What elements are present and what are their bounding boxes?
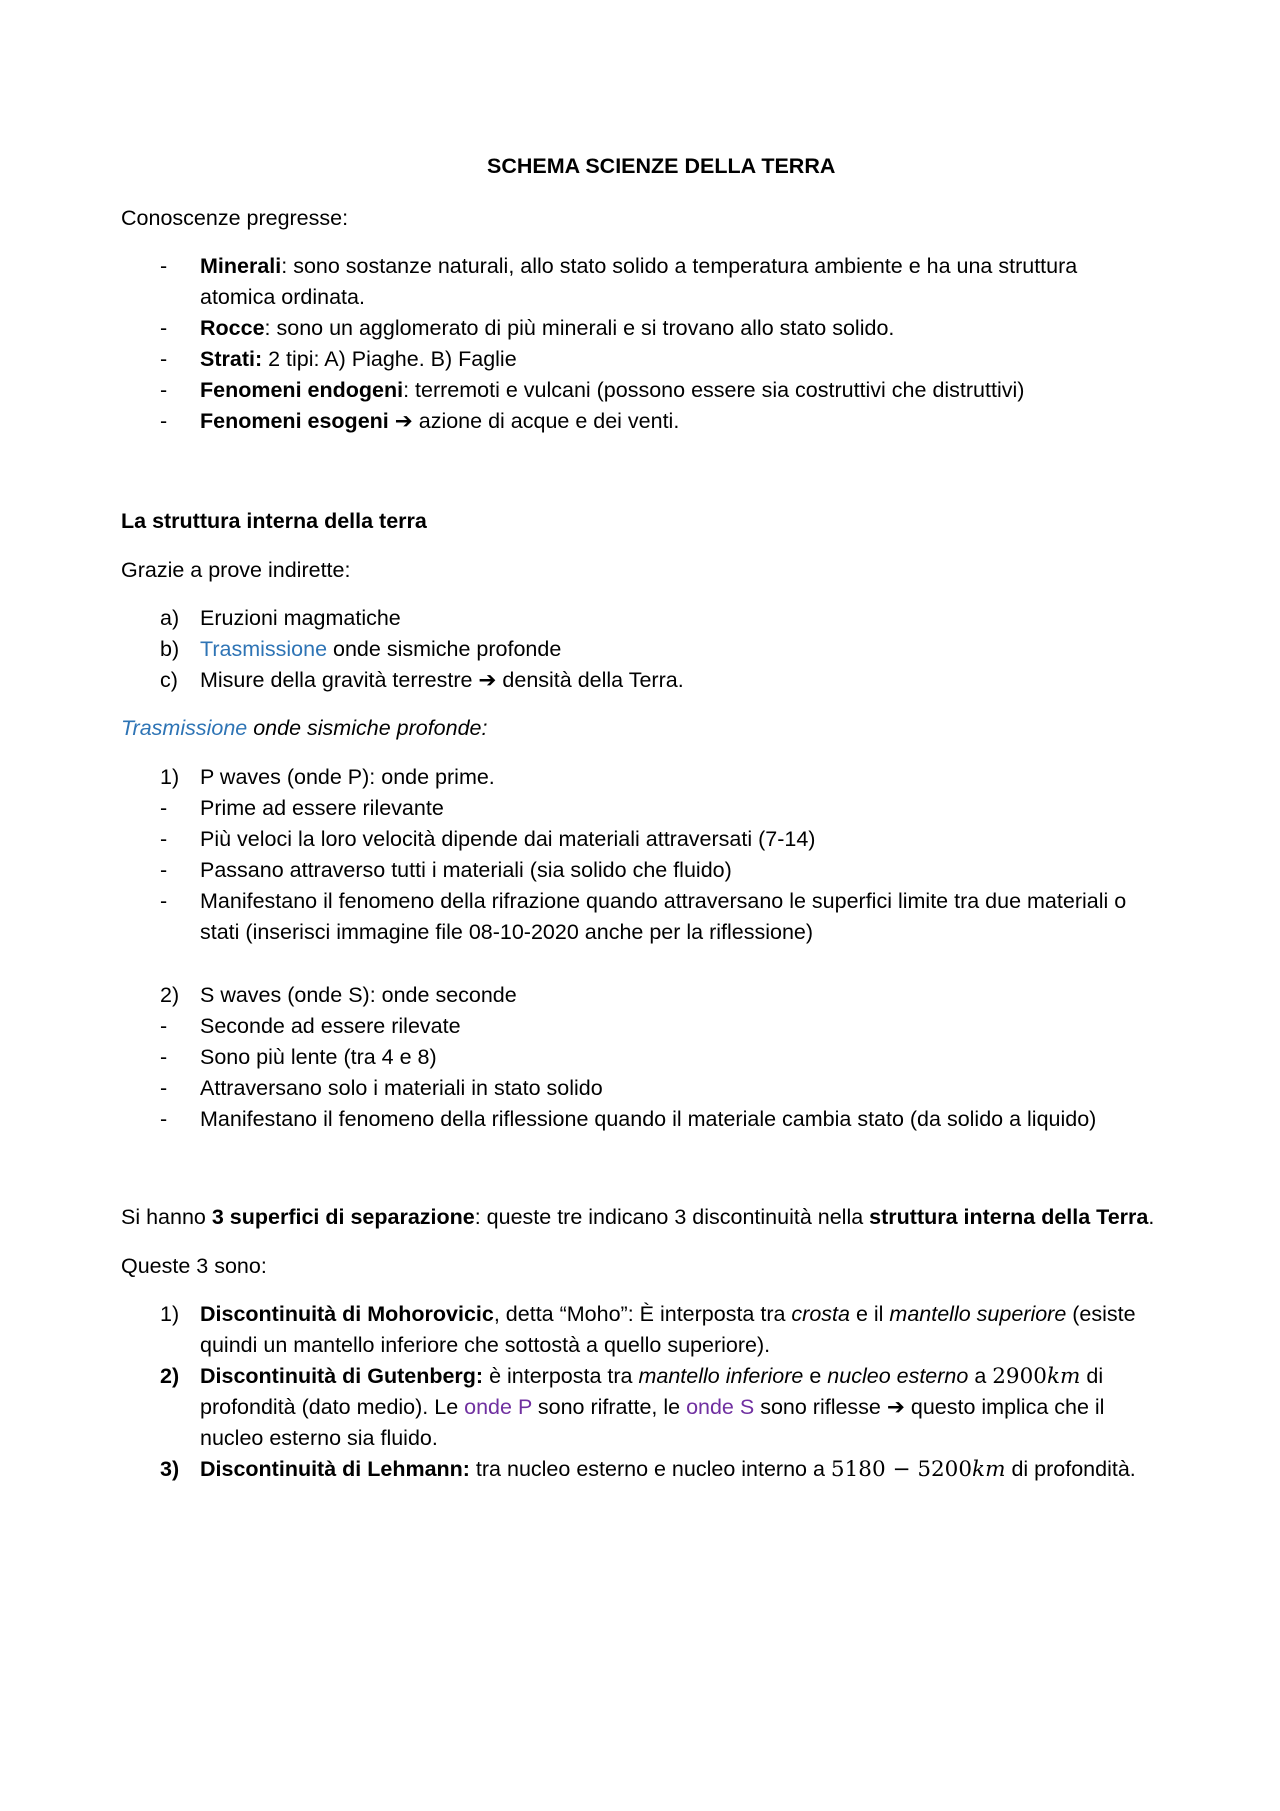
list-item-lehmann: Discontinuità di Lehmann: tra nucleo esterno e nucleo interno a 5180 − 5200km di profondità.: [200, 1457, 1136, 1482]
bullet-dash: -: [160, 378, 168, 402]
paragraph: Si hanno 3 superfici di separazione: queste tre indicano 3 discontinuità nella struttura interna della Terra.: [121, 1205, 1155, 1229]
swaves-title: S waves (onde S): onde seconde: [200, 983, 517, 1007]
bullet-dash: -: [160, 316, 168, 340]
bullet-minerali: Minerali: sono sostanze naturali, allo stato solido a temperatura ambiente e ha una struttura: [200, 254, 1078, 278]
bullet-rocce: Rocce: sono un agglomerato di più minerali e si trovano allo stato solido.: [200, 316, 895, 340]
list-marker: c): [160, 668, 178, 692]
list-item-cont: profondità (dato medio). Le onde P sono rifratte, le onde S sono riflesse ➔ questo implica che il: [200, 1395, 1105, 1419]
list-marker: 3): [160, 1457, 180, 1481]
bullet-dash: -: [160, 254, 168, 278]
list-item: Più veloci la loro velocità dipende dai materiali attraversati (7-14): [200, 827, 816, 851]
intro-text: Conoscenze pregresse:: [121, 206, 349, 230]
bullet-esogeni: Fenomeni esogeni ➔ azione di acque e dei venti.: [200, 409, 680, 433]
paragraph: Queste 3 sono:: [121, 1254, 267, 1278]
bullet-endogeni: Fenomeni endogeni: terremoti e vulcani (possono essere sia costruttivi che distruttivi): [200, 378, 1025, 402]
list-item: Manifestano il fenomeno della rifrazione quando attraversano le superfici limite tra due materiali o: [200, 889, 1127, 913]
bullet-dash: -: [160, 796, 168, 820]
list-item: Sono più lente (tra 4 e 8): [200, 1045, 437, 1069]
page-title: SCHEMA SCIENZE DELLA TERRA: [487, 154, 836, 178]
bullet-dash: -: [160, 889, 168, 913]
list-item-cont: nucleo esterno sia fluido.: [200, 1426, 438, 1450]
list-item-cont: quindi un mantello inferiore che sottostà a quello superiore).: [200, 1333, 771, 1357]
list-item: Seconde ad essere rilevate: [200, 1014, 461, 1038]
list-marker: a): [160, 606, 180, 630]
list-item: Misure della gravità terrestre ➔ densità della Terra.: [200, 668, 684, 692]
arrow-right-icon: ➔: [886, 1395, 905, 1419]
bullet-dash: -: [160, 858, 168, 882]
list-item: Manifestano il fenomeno della riflessione quando il materiale cambia stato (da solido a liquido): [200, 1107, 1097, 1131]
arrow-right-icon: ➔: [478, 668, 497, 692]
list-item: Passano attraverso tutti i materiali (sia solido che fluido): [200, 858, 732, 882]
bullet-dash: -: [160, 1014, 168, 1038]
bullet-dash: -: [160, 827, 168, 851]
list-marker: 2): [160, 983, 180, 1007]
list-item: Trasmissione onde sismiche profonde: [200, 637, 562, 661]
bullet-dash: -: [160, 409, 168, 433]
list-item: Eruzioni magmatiche: [200, 606, 401, 630]
bullet-dash: -: [160, 1107, 168, 1131]
bullet-dash: -: [160, 347, 168, 371]
list-item: Prime ad essere rilevante: [200, 796, 444, 820]
list-item: Attraversano solo i materiali in stato solido: [200, 1076, 603, 1100]
bullet-strati: Strati: 2 tipi: A) Piaghe. B) Faglie: [200, 347, 517, 371]
section-intro: Grazie a prove indirette:: [121, 558, 351, 582]
pwaves-title: P waves (onde P): onde prime.: [200, 765, 495, 789]
arrow-right-icon: ➔: [394, 409, 413, 433]
bullet-dash: -: [160, 1076, 168, 1100]
bullet-dash: -: [160, 1045, 168, 1069]
list-item-gutenberg: Discontinuità di Gutenberg: è interposta tra mantello inferiore e nucleo esterno a 2900km di: [200, 1364, 1104, 1389]
list-marker: 1): [160, 1302, 180, 1326]
list-item-cont: stati (inserisci immagine file 08-10-2020 anche per la riflessione): [200, 920, 814, 944]
bullet-minerali-cont: atomica ordinata.: [200, 285, 365, 309]
list-marker: 2): [160, 1364, 180, 1388]
list-marker: 1): [160, 765, 180, 789]
section-heading: La struttura interna della terra: [121, 509, 427, 533]
list-marker: b): [160, 637, 180, 661]
subheading: Trasmissione onde sismiche profonde:: [121, 716, 488, 740]
list-item-moho: Discontinuità di Mohorovicic, detta “Moho”: È interposta tra crosta e il mantello superiore (esiste: [200, 1302, 1136, 1326]
